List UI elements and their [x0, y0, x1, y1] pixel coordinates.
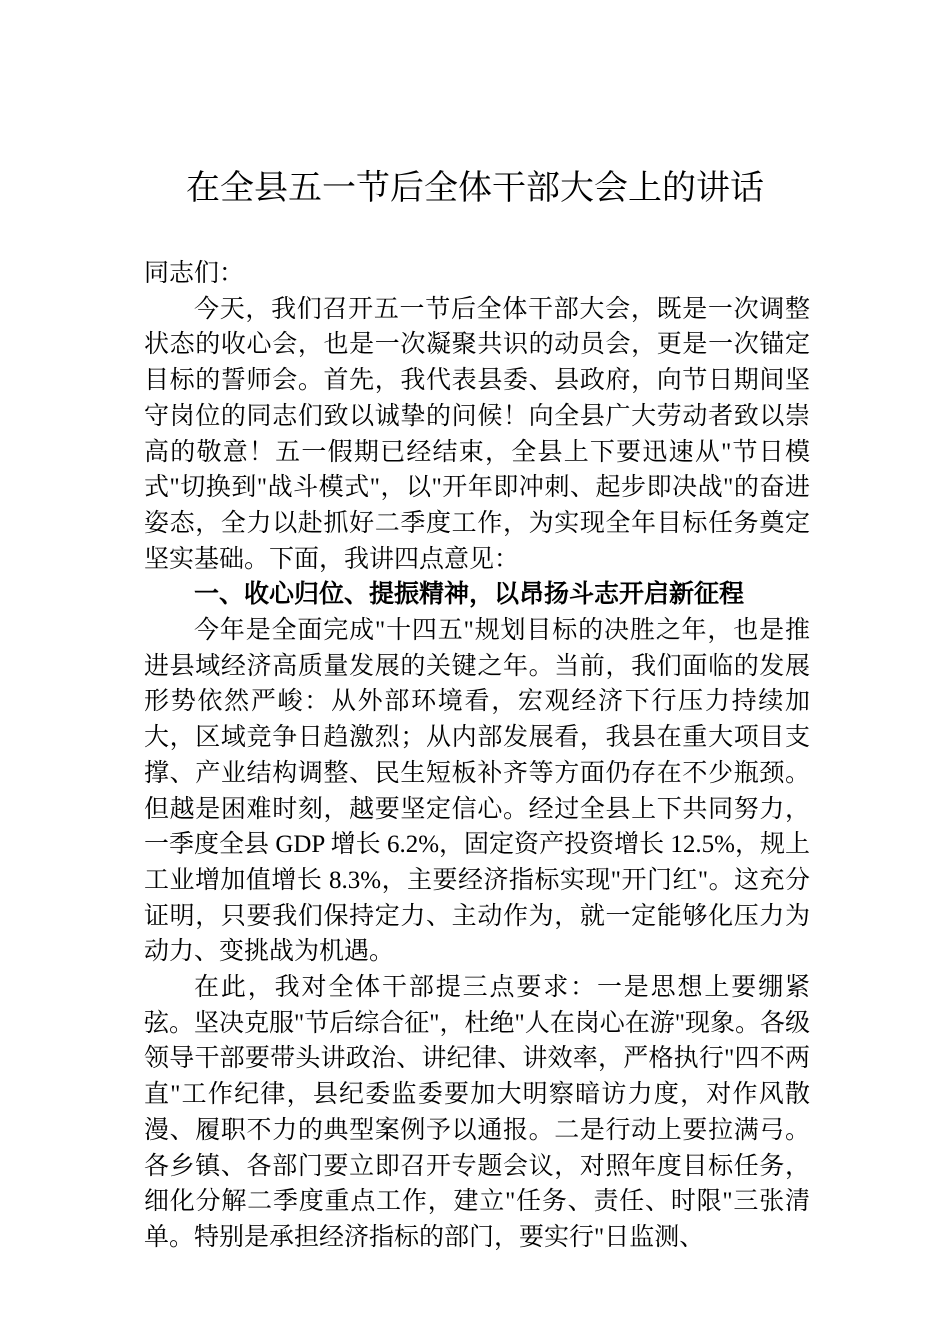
document-body: [144, 256, 810, 1256]
paragraph-requirements: 在此，我对全体干部提三点要求：一是思想上要绷紧弦。坚决克服"节后综合征"，杜绝"人在岗心在游"现象。各级领导干部要带头讲政治、讲纪律、讲效率，严格执行"四不两直"工作纪律，县纪委监委要加大明察暗访力度，对作风散漫、履职不力的典型案例予以通报。二是行动上要拉满弓。各乡镇、各部门要立即召开专题会议，对照年度目标任务，细化分解二季度重点工作，建立"任务、责任、时限"三张清单。特别是承担经济指标的部门，要实行"日监测、: [144, 974, 810, 1251]
paragraph-situation: 今年是全面完成"十四五"规划目标的决胜之年，也是推进县域经济高质量发展的关键之年。当前，我们面临的发展形势依然严峻：从外部环境看，宏观经济下行压力持续加大，区域竞争日趋激烈；从内部发展看，我县在重大项目支撑、产业结构调整、民生短板补齐等方面仍存在不少瓶颈。但越是困难时刻，越要坚定信心。经过全县上下共同努力，一季度全县 GDP 增长 6.2%，固定资产投资增长 12.5%，规上工业增加值增长 8.3%，主要经济指标实现"开门红"。这充分证明，只要我们保持定力、主动作为，就一定能够化压力为动力、变挑战为机遇。: [144, 617, 810, 966]
section-heading-1: 一、收心归位、提振精神，以昂扬斗志开启新征程: [194, 581, 745, 609]
document-title: 在全县五一节后全体干部大会上的讲话: [186, 168, 764, 208]
paragraph-intro: 今天，我们召开五一节后全体干部大会，既是一次调整状态的收心会，也是一次凝聚共识的动员会，更是一次锚定目标的誓师会。首先，我代表县委、县政府，向节日期间坚守岗位的同志们致以诚挚的问候！向全县广大劳动者致以崇高的敬意！五一假期已经结束，全县上下要迅速从"节日模式"切换到"战斗模式"，以"开年即冲刺、起步即决战"的奋进姿态，全力以赴抓好二季度工作，为实现全年目标任务奠定坚实基础。下面，我讲四点意见：: [144, 295, 810, 573]
salutation: 同志们：: [144, 260, 245, 287]
